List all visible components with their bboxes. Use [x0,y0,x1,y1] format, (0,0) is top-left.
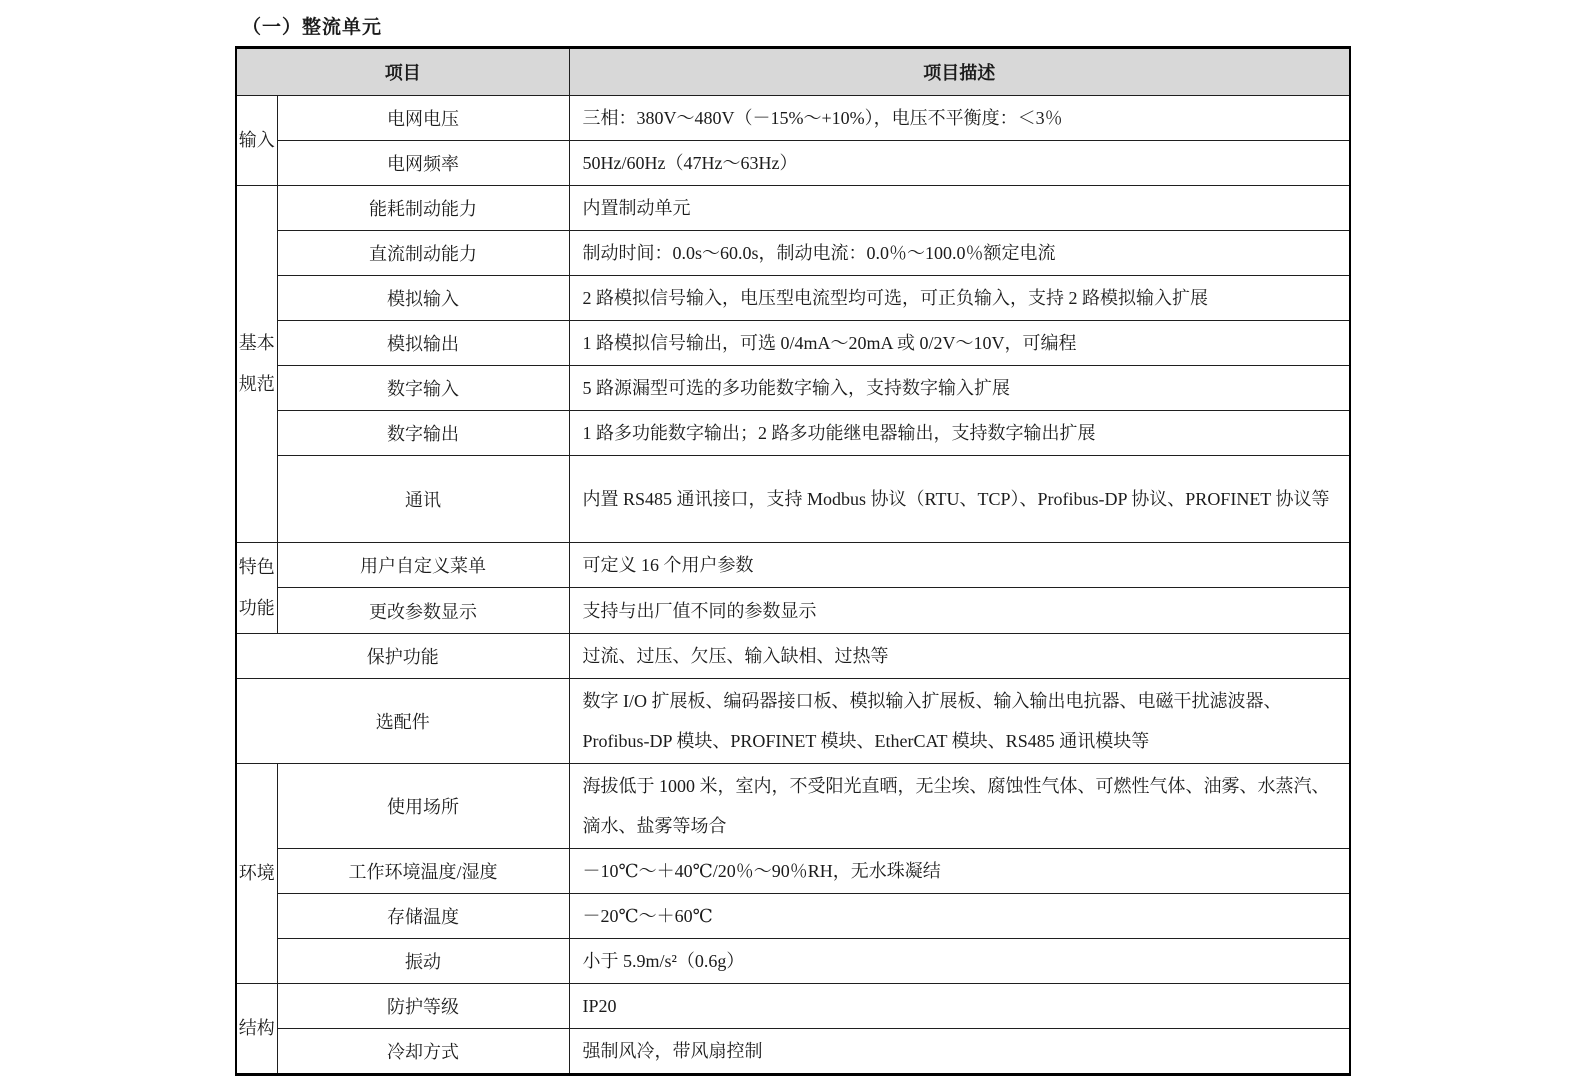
desc-cell: 海拔低于 1000 米，室内，不受阳光直晒，无尘埃、腐蚀性气体、可燃性气体、油雾、水蒸汽、滴水、盐雾等场合 [569,764,1350,849]
group-cell: 输入 [236,96,277,186]
item-cell: 更改参数显示 [277,588,569,634]
col-header-desc: 项目描述 [569,48,1350,96]
table-row [236,96,1350,141]
table-row [236,186,1350,231]
spec-table [235,46,1351,1076]
table-row [236,679,1350,764]
desc-cell: －20℃～＋60℃ [569,894,1350,939]
desc-cell: 50Hz/60Hz（47Hz～63Hz） [569,141,1350,186]
item-cell: 冷却方式 [277,1029,569,1075]
table-row [236,321,1350,366]
item-cell: 振动 [277,939,569,984]
item-cell: 通讯 [277,456,569,543]
section-title: （一）整流单元 [242,17,383,38]
table-row [236,984,1350,1029]
desc-cell: 5 路源漏型可选的多功能数字输入，支持数字输入扩展 [569,366,1350,411]
desc-cell: 制动时间：0.0s～60.0s，制动电流：0.0％～100.0％额定电流 [569,231,1350,276]
desc-cell: 三相：380V～480V（－15%～+10%），电压不平衡度：＜3％ [569,96,1350,141]
col-header-item: 项目 [236,48,569,96]
table-row [236,141,1350,186]
desc-cell: 1 路模拟信号输出，可选 0/4mA～20mA 或 0/2V～10V，可编程 [569,321,1350,366]
group-cell: 特色功能 [236,543,277,634]
table-row [236,543,1350,588]
group-cell: 结构 [236,984,277,1075]
item-cell: 用户自定义菜单 [277,543,569,588]
item-cell: 数字输入 [277,366,569,411]
desc-cell: 内置 RS485 通讯接口，支持 Modbus 协议（RTU、TCP）、Profibus-DP 协议、PROFINET 协议等 [569,456,1350,543]
item-cell: 数字输出 [277,411,569,456]
desc-cell: 数字 I/O 扩展板、编码器接口板、模拟输入扩展板、输入输出电抗器、电磁干扰滤波器、Profibus-DP 模块、PROFINET 模块、EtherCAT 模块、RS485 通讯模块等 [569,679,1350,764]
table-row [236,411,1350,456]
group-cell: 基本规范 [236,186,277,543]
item-cell: 能耗制动能力 [277,186,569,231]
desc-cell: 2 路模拟信号输入，电压型电流型均可选，可正负输入，支持 2 路模拟输入扩展 [569,276,1350,321]
header-row [236,48,1350,96]
table-row [236,764,1350,849]
item-cell: 存储温度 [277,894,569,939]
item-cell: 模拟输出 [277,321,569,366]
table-row [236,1029,1350,1075]
item-cell: 工作环境温度/湿度 [277,849,569,894]
item-cell: 模拟输入 [277,276,569,321]
desc-cell: 可定义 16 个用户参数 [569,543,1350,588]
item-cell: 电网频率 [277,141,569,186]
desc-cell: 1 路多功能数字输出；2 路多功能继电器输出，支持数字输出扩展 [569,411,1350,456]
desc-cell: 强制风冷，带风扇控制 [569,1029,1350,1075]
desc-cell: 支持与出厂值不同的参数显示 [569,588,1350,634]
desc-cell: 小于 5.9m/s²（0.6g） [569,939,1350,984]
table-row [236,231,1350,276]
table-row [236,456,1350,543]
item-cell: 电网电压 [277,96,569,141]
desc-cell: 内置制动单元 [569,186,1350,231]
table-row [236,634,1350,679]
desc-cell: IP20 [569,984,1350,1029]
item-cell: 选配件 [236,679,569,764]
table-row [236,588,1350,634]
table-row [236,894,1350,939]
table-row [236,939,1350,984]
group-cell: 环境 [236,764,277,984]
item-cell: 保护功能 [236,634,569,679]
item-cell: 直流制动能力 [277,231,569,276]
desc-cell: －10℃～＋40℃/20％～90％RH，无水珠凝结 [569,849,1350,894]
table-row [236,366,1350,411]
item-cell: 防护等级 [277,984,569,1029]
desc-cell: 过流、过压、欠压、输入缺相、过热等 [569,634,1350,679]
table-row [236,849,1350,894]
table-row [236,276,1350,321]
item-cell: 使用场所 [277,764,569,849]
